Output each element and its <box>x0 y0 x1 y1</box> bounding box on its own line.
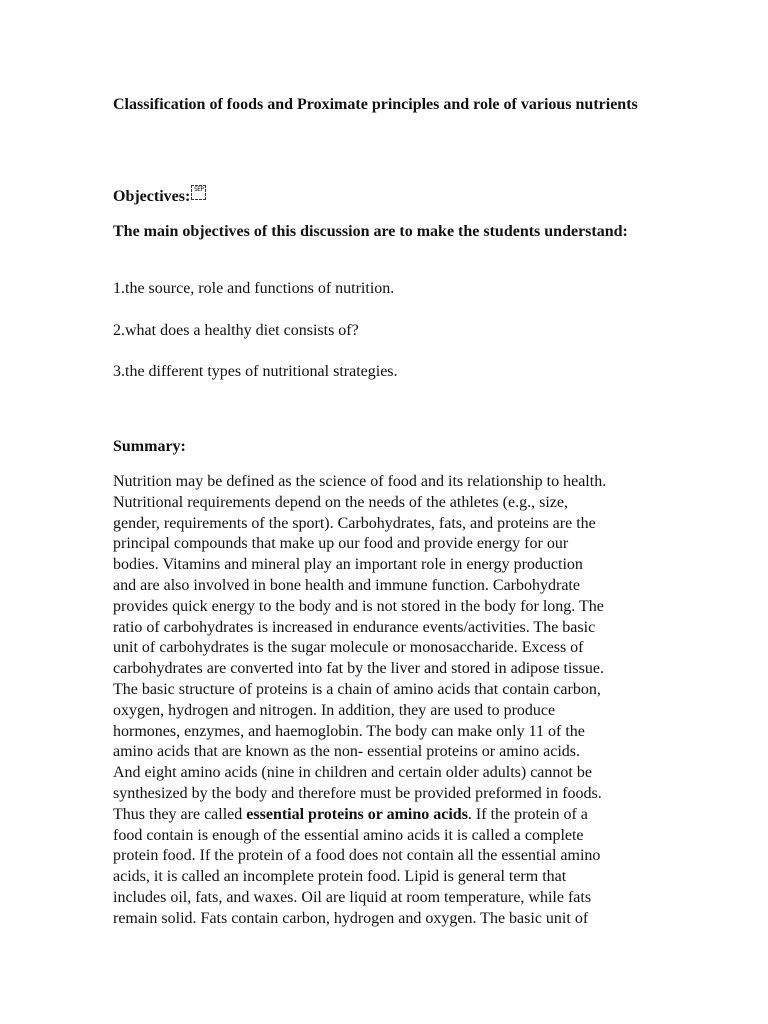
summary-line: ratio of carbohydrates is increased in endurance events/activities. The basic <box>113 618 596 636</box>
document-title: Classification of foods and Proximate principles and role of various nutrients <box>113 96 638 113</box>
summary-line: Nutritional requirements depend on the needs of the athletes (e.g., size, <box>113 493 568 511</box>
summary-line: amino acids that are known as the non- essential proteins or amino acids. <box>113 743 580 761</box>
summary-line: acids, it is called an incomplete protein food. Lipid is general term that <box>113 868 567 886</box>
summary-line: oxygen, hydrogen and nitrogen. In addition, they are used to produce <box>113 701 556 719</box>
summary-line: Nutrition may be defined as the science of food and its relationship to health. <box>113 473 607 490</box>
objectives-heading <box>113 185 658 207</box>
summary-line: includes oil, fats, and waxes. Oil are liquid at room temperature, while fats <box>113 888 592 906</box>
summary-paragraph <box>113 472 658 930</box>
summary-line: synthesized by the body and therefore must be provided preformed in foods. <box>113 784 602 802</box>
summary-line: carbohydrates are converted into fat by the liver and stored in adipose tissue. <box>113 660 604 678</box>
summary-heading: Summary: <box>113 438 186 455</box>
summary-line: provides quick energy to the body and is not stored in the body for long. The <box>113 597 604 615</box>
summary-line: remain solid. Fats contain carbon, hydrogen and oxygen. The basic unit of <box>113 909 589 927</box>
summary-line: hormones, enzymes, and haemoglobin. The body can make only 11 of the <box>113 722 585 740</box>
objectives-intro: The main objectives of this discussion are to make the students understand: <box>113 223 628 240</box>
summary-line: unit of carbohydrates is the sugar molecule or monosaccharide. Excess of <box>113 639 584 657</box>
summary-line: And eight amino acids (nine in children and certain older adults) cannot be <box>113 764 592 782</box>
summary-line: and are also involved in bone health and immune function. Carbohydrate <box>113 576 580 594</box>
summary-text-after: . If the protein of a <box>467 805 588 823</box>
objective-item: 3.the different types of nutritional strategies. <box>113 363 398 380</box>
summary-line: gender, requirements of the sport). Carbohydrates, fats, and proteins are the <box>113 514 596 532</box>
separator-glyph-icon: SEP <box>191 185 206 200</box>
summary-line: protein food. If the protein of a food does not contain all the essential amino <box>113 847 601 865</box>
objectives-heading-text: Objectives: <box>113 188 191 205</box>
summary-line-essential <box>113 805 658 826</box>
essential-amino-acids-term: essential proteins or amino acids <box>246 805 468 823</box>
summary-line: bodies. Vitamins and mineral play an important role in energy production <box>113 556 583 574</box>
summary-line: The basic structure of proteins is a chain of amino acids that contain carbon, <box>113 680 601 698</box>
summary-text-before: Thus they are called <box>113 805 247 823</box>
objective-item: 1.the source, role and functions of nutrition. <box>113 280 395 297</box>
summary-line: food contain is enough of the essential amino acids it is called a complete <box>113 826 584 844</box>
summary-line: principal compounds that make up our food and provide energy for our <box>113 535 569 553</box>
objective-item: 2.what does a healthy diet consists of? <box>113 322 359 339</box>
